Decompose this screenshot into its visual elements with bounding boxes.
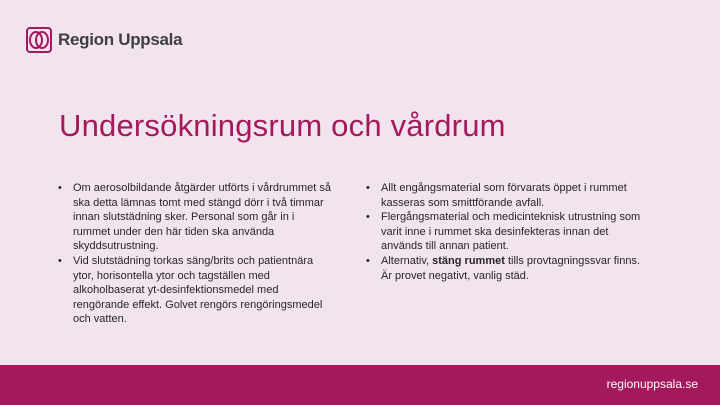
list-item — [364, 254, 650, 283]
list-item — [56, 181, 332, 254]
left-bullet-list — [56, 181, 332, 327]
list-item-text: Vid slutstädning torkas säng/brits och patientnära ytor, horisontella ytor och tagställen med alkoholbaserat yt-desinfektionsmedel med rengörande effekt. Golvet rengörs rengöringsmedel och vatten. — [73, 254, 323, 326]
region-uppsala-logo-icon — [26, 27, 52, 53]
bullet-icon: • — [366, 254, 370, 267]
left-column — [56, 181, 332, 327]
list-item-text: Allt engångsmaterial som förvarats öppet i rummet kasseras som smittförande avfall. — [381, 182, 627, 209]
logo — [26, 27, 182, 53]
list-item-text-before: Alternativ, — [381, 254, 433, 267]
list-item-text-bold: stäng rummet — [432, 254, 505, 267]
list-item — [364, 210, 650, 254]
bullet-icon: • — [366, 182, 370, 194]
list-item — [56, 254, 332, 327]
list-item-text: Flergångsmaterial och medicinteknisk utrustning som varit inne i rummet ska desinfekteras innan det används till annan patient. — [381, 211, 641, 253]
slide-title: Undersökningsrum och vårdrum — [59, 108, 506, 143]
bullet-icon: • — [58, 254, 62, 267]
footer-bar — [0, 365, 720, 405]
brand-name: Region Uppsala — [58, 30, 183, 49]
bullet-icon: • — [366, 211, 370, 224]
footer-url[interactable]: regionuppsala.se — [606, 377, 698, 391]
right-bullet-list — [364, 181, 650, 283]
right-column — [364, 181, 650, 283]
list-item — [364, 181, 650, 210]
list-item-text: Om aerosolbildande åtgärder utförts i vårdrummet så ska detta lämnas tomt med stängd dörr i två timmar innan slutstädning sker. Personal som går in i rummet under den här tiden ska använda skyddsutrustning. — [73, 182, 332, 253]
list-item-text-after: tills provtagningssvar finns. Är provet negativt, vanlig städ. — [381, 254, 641, 282]
bullet-icon: • — [58, 182, 62, 194]
